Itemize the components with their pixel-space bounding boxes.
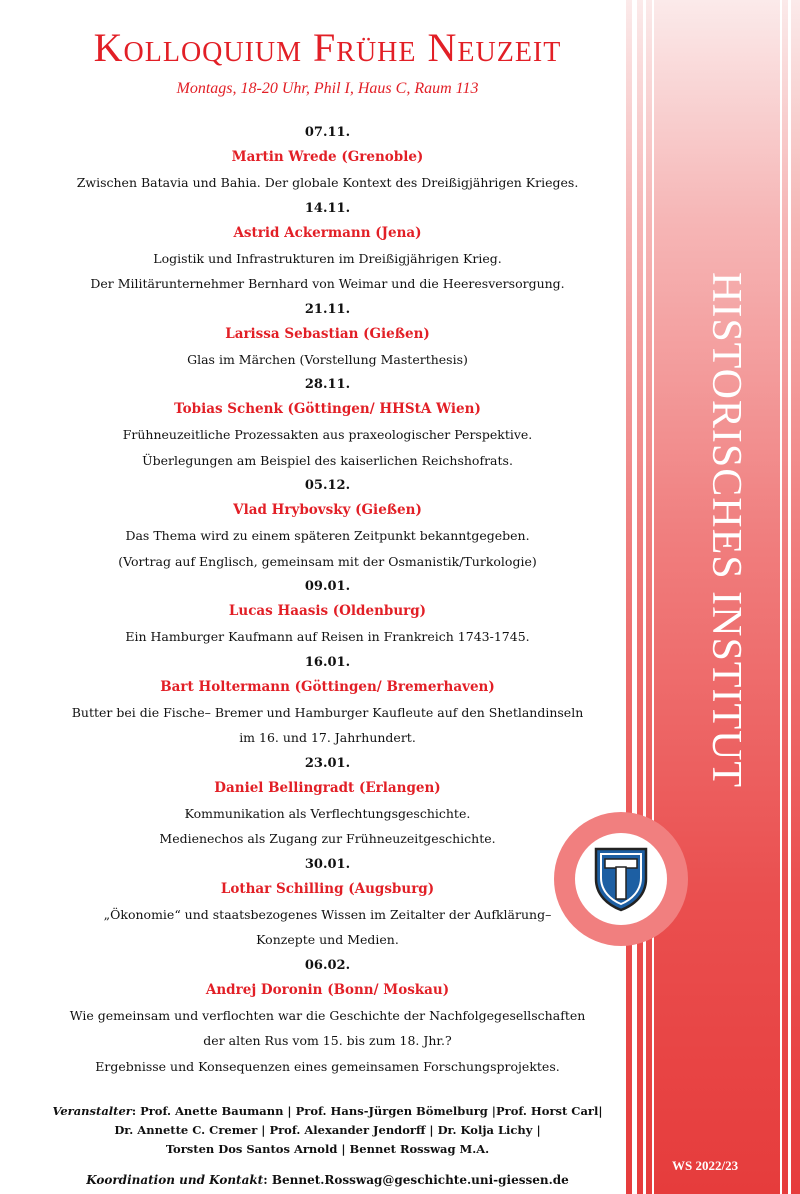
contact-email[interactable]: : Bennet.Rosswag@geschichte.uni-giessen.de [263, 1173, 569, 1187]
session-date: 23.01. [304, 755, 351, 771]
semester-label: WS 2022/23 [672, 1158, 739, 1173]
session-date: 28.11. [304, 377, 351, 392]
session-speaker: Astrid Ackermann (Jena) [233, 224, 422, 241]
session-date: 06.02. [304, 957, 351, 973]
session-title-line: Logistik und Infrastrukturen im Dreißigjährigen Krieg. [153, 250, 502, 266]
session-date: 16.01. [304, 654, 351, 670]
session-entry [0, 574, 655, 650]
band-stripe [652, 0, 654, 1194]
session-speaker: Lucas Haasis (Oldenburg) [228, 603, 427, 619]
band-stripe [643, 0, 646, 1194]
organizers-line: Dr. Annette C. Cremer | Prof. Alexander Jendorff | Dr. Kolja Lichy | [114, 1123, 541, 1137]
session-title-line: Ein Hamburger Kaufmann auf Reisen in Frankreich 1743-1745. [125, 629, 530, 644]
session-title-line: im 16. und 17. Jahrhundert. [239, 730, 416, 745]
session-title-line: Ergebnisse und Konsequenzen eines gemeinsamen Forschungsprojektes. [95, 1058, 560, 1074]
organizers-label: Veranstalter [52, 1104, 132, 1118]
vertical-institute-title: HISTORISCHES INSTITUT [703, 271, 749, 789]
session-date: 14.11. [304, 200, 351, 216]
contact-line [0, 1173, 655, 1187]
session-entry [0, 473, 655, 574]
session-title-line: Kommunikation als Verflechtungsgeschichte. [184, 805, 471, 821]
session-speaker: Daniel Bellingradt (Erlangen) [214, 779, 441, 796]
session-entry [0, 650, 655, 751]
session-speaker: Vlad Hrybovsky (Gießen) [233, 502, 422, 518]
session-title-line: Konzepte und Medien. [256, 932, 399, 947]
session-title-line: Medienechos als Zugang zur Frühneuzeitgeschichte. [159, 831, 496, 846]
session-title-line: „Ökonomie“ und staatsbezogenes Wissen im Zeitalter der Aufklärung– [103, 906, 552, 922]
session-title-line: Der Militärunternehmer Bernhard von Weimar und die Heeresversorgung. [90, 276, 565, 291]
session-entry [0, 196, 655, 297]
session-date: 05.12. [304, 478, 351, 493]
page-subtitle: Montags, 18-20 Uhr, Phil I, Haus C, Raum 113 [176, 80, 479, 97]
session-entry [0, 120, 655, 196]
session-speaker: Andrej Doronin (Bonn/ Moskau) [205, 981, 450, 998]
session-title-line: Zwischen Batavia und Bahia. Der globale Kontext des Dreißigjährigen Krieges. [76, 175, 579, 190]
session-date: 21.11. [304, 301, 351, 317]
logo-badge [575, 833, 667, 925]
session-date: 30.01. [304, 856, 351, 872]
band-stripe [780, 0, 782, 1194]
shield-t-icon [592, 845, 650, 913]
organizers-line: Veranstalter: Prof. Anette Baumann | Prof. Hans-Jürgen Bömelburg |Prof. Horst Carl| [52, 1104, 603, 1118]
session-title-line: Butter bei die Fische– Bremer und Hamburger Kaufleute auf den Shetlandinseln [71, 704, 584, 720]
session-speaker: Lothar Schilling (Augsburg) [220, 880, 435, 897]
session-title-line: (Vortrag auf Englisch, gemeinsam mit der Osmanistik/Turkologie) [118, 553, 537, 569]
band-stripe [632, 0, 637, 1194]
band-stripe [788, 0, 791, 1194]
program-list [0, 120, 655, 1079]
session-title-line: der alten Rus vom 15. bis zum 18. Jhr.? [203, 1033, 452, 1048]
session-speaker: Martin Wrede (Grenoble) [231, 149, 424, 165]
session-entry [0, 751, 655, 852]
session-entry [0, 953, 655, 1080]
session-entry [0, 372, 655, 473]
session-date: 09.01. [304, 579, 351, 594]
session-entry [0, 297, 655, 373]
session-speaker: Larissa Sebastian (Gießen) [225, 325, 430, 342]
session-speaker: Bart Holtermann (Göttingen/ Bremerhaven) [160, 678, 495, 695]
session-title-line: Das Thema wird zu einem späteren Zeitpunkt bekanntgegeben. [125, 528, 530, 543]
session-title-line: Überlegungen am Beispiel des kaiserlichen Reichshofrats. [142, 452, 513, 468]
session-speaker: Tobias Schenk (Göttingen/ HHStA Wien) [174, 401, 481, 417]
page-title: Kolloquium Frühe Neuzeit [93, 25, 562, 70]
organizers-block [0, 1102, 655, 1159]
session-title-line: Wie gemeinsam und verflochten war die Geschichte der Nachfolgegesellschaften [69, 1007, 586, 1023]
session-date: 07.11. [304, 125, 351, 140]
session-title-line: Frühneuzeitliche Prozessakten aus praxeologischer Perspektive. [122, 427, 533, 442]
organizers-line: Torsten Dos Santos Arnold | Bennet Rosswag M.A. [165, 1142, 490, 1156]
session-title-line: Glas im Märchen (Vorstellung Masterthesis) [187, 351, 468, 367]
contact-label: Koordination und Kontakt [86, 1173, 264, 1187]
